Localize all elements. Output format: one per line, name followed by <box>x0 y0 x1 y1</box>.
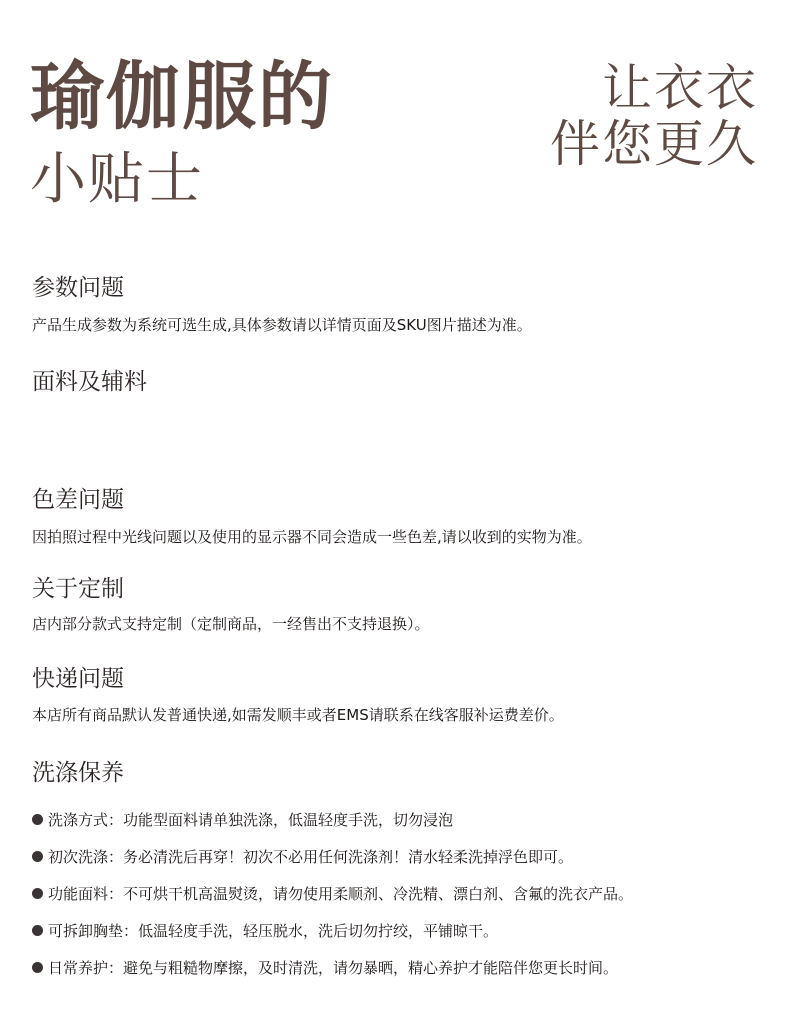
custom-heading: 关于定制 <box>32 576 124 602</box>
custom-text: 店内部分款式支持定制（定制商品，一经售出不支持退换）。 <box>32 615 430 633</box>
bullet-icon <box>32 925 43 936</box>
color-text: 因拍照过程中光线问题以及使用的显示器不同会造成一些色差,请以收到的实物为准。 <box>32 528 592 546</box>
bullet-icon <box>32 962 43 973</box>
delivery-heading: 快递问题 <box>32 666 124 692</box>
care-item-text: 可拆卸胸垫：低温轻度手洗，轻压脱水，洗后切勿拧绞，平铺晾干。 <box>48 922 499 940</box>
slogan-line-1: 让衣衣 <box>602 59 758 117</box>
bullet-icon <box>32 888 43 899</box>
care-item-first-wash <box>32 838 633 875</box>
care-item-text: 日常养护：避免与粗糙物摩擦，及时清洗，请勿暴晒，精心养护才能陪伴您更长时间。 <box>48 959 619 977</box>
page-title: 瑜伽服的 <box>30 54 334 140</box>
care-item-daily-care <box>32 949 633 986</box>
color-heading: 色差问题 <box>32 487 124 513</box>
fabric-heading: 面料及辅料 <box>32 369 147 395</box>
care-list <box>32 801 633 986</box>
slogan-line-2: 伴您更久 <box>550 115 758 173</box>
bullet-icon <box>32 814 43 825</box>
care-heading: 洗涤保养 <box>32 760 124 786</box>
params-text: 产品生成参数为系统可选生成,具体参数请以详情页面及SKU图片描述为准。 <box>32 316 532 334</box>
delivery-text: 本店所有商品默认发普通快递,如需发顺丰或者EMS请联系在线客服补运费差价。 <box>32 706 564 724</box>
bullet-icon <box>32 851 43 862</box>
care-item-text: 洗涤方式：功能型面料请单独洗涤，低温轻度手洗，切勿浸泡 <box>48 811 454 829</box>
care-item-text: 功能面料：不可烘干机高温熨烫，请勿使用柔顺剂、冷洗精、漂白剂、含氟的洗衣产品。 <box>48 885 634 903</box>
care-item-wash-method <box>32 801 633 838</box>
page-subtitle: 小贴士 <box>30 147 204 212</box>
care-item-removable-pad <box>32 912 633 949</box>
care-item-text: 初次洗涤：务必清洗后再穿！初次不必用任何洗涤剂！清水轻柔洗掉浮色即可。 <box>48 848 574 866</box>
slogan <box>550 60 758 172</box>
params-heading: 参数问题 <box>32 275 124 301</box>
care-item-functional-fabric <box>32 875 633 912</box>
